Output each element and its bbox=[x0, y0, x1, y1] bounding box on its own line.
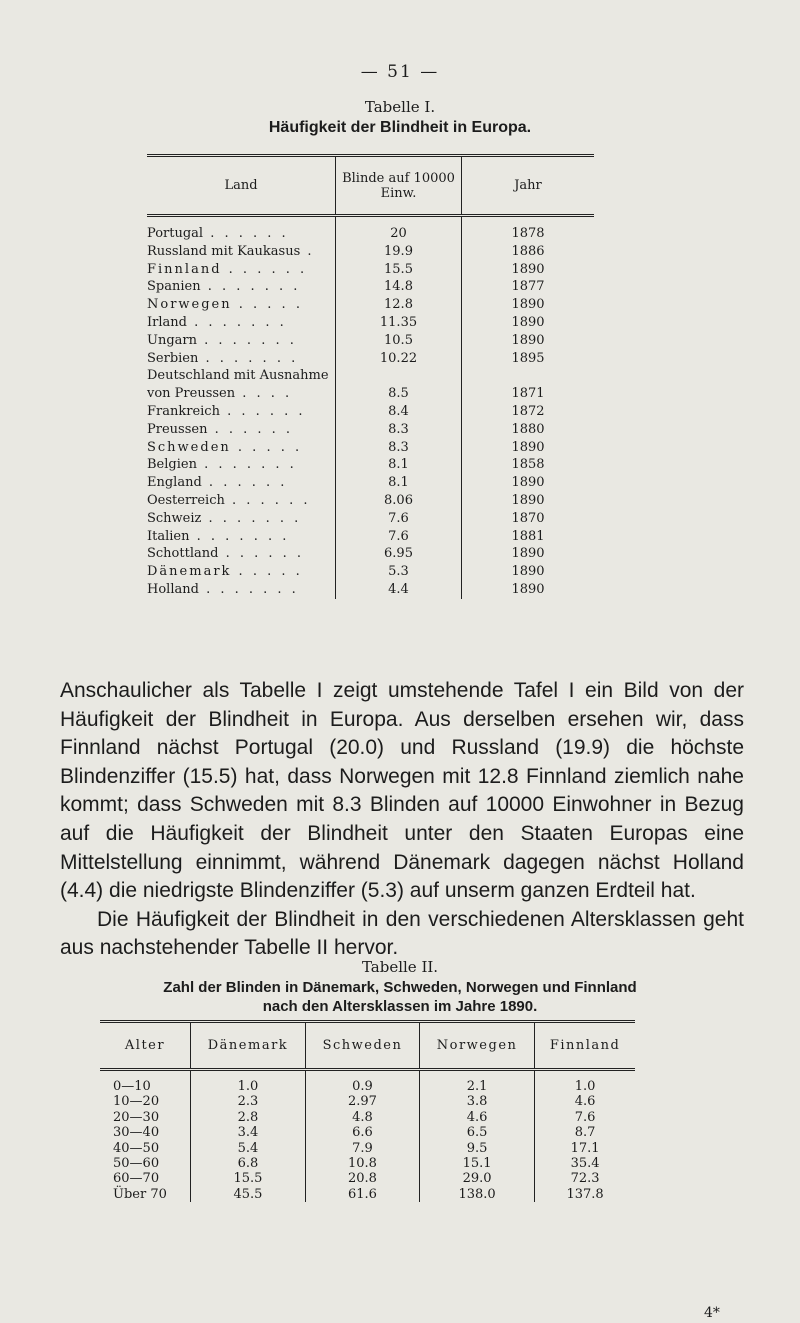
value-cell: 138.0 bbox=[419, 1187, 534, 1202]
country-name: Frankreich bbox=[147, 403, 220, 419]
year-cell: 1890 bbox=[462, 474, 595, 492]
country-cell bbox=[147, 261, 336, 279]
leader-dots: . . . . . . bbox=[224, 492, 311, 508]
table1-row bbox=[147, 545, 594, 563]
page-number: — 51 — bbox=[360, 62, 440, 82]
value-cell: 3.8 bbox=[419, 1094, 534, 1109]
value-cell: 6.8 bbox=[191, 1156, 306, 1171]
country-name: Russland mit Kaukasus bbox=[147, 243, 301, 259]
value-cell: 0.9 bbox=[305, 1070, 419, 1095]
country-name: Schweiz bbox=[147, 510, 202, 526]
value-cell: 17.1 bbox=[535, 1141, 635, 1156]
leader-dots: . . . . . bbox=[231, 297, 303, 313]
year-cell: 1881 bbox=[462, 528, 595, 546]
blind-rate-cell: 7.6 bbox=[336, 528, 462, 546]
leader-dots: . . . . . . bbox=[218, 546, 305, 562]
blind-rate-cell: 6.95 bbox=[336, 545, 462, 563]
table2-row bbox=[100, 1094, 635, 1109]
table1-row bbox=[147, 296, 594, 314]
year-cell: 1890 bbox=[462, 492, 595, 510]
country-name: Deutschland mit Ausnahme bbox=[147, 368, 329, 384]
table1-row bbox=[147, 474, 594, 492]
leader-dots: . . . . bbox=[235, 386, 293, 402]
table1-row bbox=[147, 367, 594, 385]
country-cell bbox=[147, 492, 336, 510]
blind-rate-cell: 20 bbox=[336, 216, 462, 243]
value-cell: 2.97 bbox=[305, 1094, 419, 1109]
header-land: Land bbox=[224, 178, 258, 193]
table1-row bbox=[147, 456, 594, 474]
blind-rate-cell: 8.5 bbox=[336, 385, 462, 403]
value-cell: 1.0 bbox=[191, 1070, 306, 1095]
value-cell: 2.1 bbox=[419, 1070, 534, 1095]
country-cell bbox=[147, 385, 336, 403]
year-cell bbox=[462, 367, 595, 385]
age-cell: 30—40 bbox=[113, 1125, 160, 1141]
table1-row bbox=[147, 243, 594, 261]
leader-dots: . . . . . bbox=[230, 439, 303, 455]
country-cell bbox=[147, 421, 336, 439]
value-cell: 8.7 bbox=[535, 1125, 635, 1140]
blind-rate-cell: 10.22 bbox=[336, 350, 462, 368]
leader-dots: . . . . . . . bbox=[198, 581, 299, 597]
table2-header-cell: Dänemark bbox=[191, 1022, 306, 1070]
country-name: von Preussen bbox=[147, 386, 236, 402]
table1-row bbox=[147, 350, 594, 368]
age-cell: 10—20 bbox=[113, 1094, 160, 1110]
value-cell: 7.9 bbox=[305, 1141, 419, 1156]
country-name: Spanien bbox=[147, 279, 201, 295]
country-name: Schweden bbox=[147, 439, 231, 455]
year-cell: 1890 bbox=[462, 296, 595, 314]
table1-row bbox=[147, 528, 594, 546]
country-name: Preussen bbox=[147, 421, 208, 437]
blind-rate-cell: 14.8 bbox=[336, 278, 462, 296]
leader-dots: . . . . . . . bbox=[189, 528, 290, 544]
leader-dots: . . . . . . bbox=[201, 475, 288, 491]
value-cell: 72.3 bbox=[535, 1171, 635, 1186]
table2-subtitle-line2: nach den Altersklassen im Jahre 1890. bbox=[262, 998, 538, 1015]
table1-row bbox=[147, 278, 594, 296]
leader-dots: . bbox=[300, 243, 315, 259]
table2-row bbox=[100, 1187, 635, 1202]
paragraph: Die Häufigkeit der Blindheit in den verschiedenen Altersklassen geht aus nachstehender Tabelle II hervor. bbox=[60, 907, 744, 960]
table2-row bbox=[100, 1125, 635, 1140]
year-cell: 1870 bbox=[462, 510, 595, 528]
table2-row bbox=[100, 1141, 635, 1156]
table1-row bbox=[147, 492, 594, 510]
value-cell: 7.6 bbox=[535, 1110, 635, 1125]
value-cell: 15.1 bbox=[419, 1156, 534, 1171]
country-name: Irland bbox=[147, 314, 187, 330]
country-cell bbox=[147, 563, 336, 581]
blind-rate-cell bbox=[336, 367, 462, 385]
value-cell: 4.8 bbox=[305, 1110, 419, 1125]
value-cell: 4.6 bbox=[535, 1094, 635, 1109]
leader-dots: . . . . . . bbox=[219, 403, 306, 419]
country-name: Portugal bbox=[147, 226, 204, 241]
blind-rate-cell: 10.5 bbox=[336, 332, 462, 350]
blind-rate-cell: 7.6 bbox=[336, 510, 462, 528]
table1-row bbox=[147, 421, 594, 439]
table1 bbox=[147, 154, 594, 599]
blind-rate-cell: 15.5 bbox=[336, 261, 462, 279]
table1-row bbox=[147, 385, 594, 403]
value-cell: 61.6 bbox=[305, 1187, 419, 1202]
value-cell: 9.5 bbox=[419, 1141, 534, 1156]
country-name: Dänemark bbox=[147, 564, 232, 580]
table1-body bbox=[147, 216, 594, 599]
country-name: Italien bbox=[147, 528, 190, 544]
country-name: England bbox=[147, 475, 202, 491]
blind-rate-cell: 19.9 bbox=[336, 243, 462, 261]
value-cell: 15.5 bbox=[191, 1171, 306, 1186]
value-cell: 10.8 bbox=[305, 1156, 419, 1171]
year-cell: 1890 bbox=[462, 581, 595, 599]
leader-dots: . . . . . . . bbox=[201, 510, 302, 526]
body-text bbox=[60, 677, 744, 963]
leader-dots: . . . . . . . bbox=[197, 332, 297, 348]
table2 bbox=[100, 1020, 635, 1202]
table1-row bbox=[147, 216, 594, 243]
table2-row bbox=[100, 1110, 635, 1125]
year-cell: 1880 bbox=[462, 421, 595, 439]
table1-subtitle: Häufigkeit der Blindheit in Europa. bbox=[268, 119, 532, 136]
country-cell bbox=[147, 403, 336, 421]
blind-rate-cell: 8.3 bbox=[336, 439, 462, 457]
country-cell bbox=[147, 332, 336, 350]
country-name: Finnland bbox=[147, 261, 222, 277]
leader-dots: . . . . . . . bbox=[196, 457, 297, 473]
country-cell bbox=[147, 510, 336, 528]
table1-row bbox=[147, 581, 594, 599]
blind-rate-cell: 8.1 bbox=[336, 456, 462, 474]
table1-title: Tabelle I. bbox=[364, 98, 436, 116]
table1-row bbox=[147, 403, 594, 421]
age-cell: 0—10 bbox=[113, 1079, 151, 1094]
value-cell: 35.4 bbox=[535, 1156, 635, 1171]
age-cell: Über 70 bbox=[113, 1186, 167, 1202]
country-name: Ungarn bbox=[147, 332, 197, 348]
year-cell: 1890 bbox=[462, 563, 595, 581]
country-cell bbox=[147, 474, 336, 492]
country-cell bbox=[147, 296, 336, 314]
year-cell: 1890 bbox=[462, 261, 595, 279]
leader-dots: . . . . . . bbox=[207, 421, 294, 437]
table1-row bbox=[147, 314, 594, 332]
leader-dots: . . . . . bbox=[231, 564, 303, 580]
year-cell: 1890 bbox=[462, 545, 595, 563]
leader-dots: . . . . . . . bbox=[186, 314, 287, 330]
country-name: Schottland bbox=[147, 546, 219, 562]
value-cell: 1.0 bbox=[535, 1070, 635, 1095]
blind-rate-cell: 8.1 bbox=[336, 474, 462, 492]
blind-rate-cell: 8.06 bbox=[336, 492, 462, 510]
value-cell: 137.8 bbox=[535, 1187, 635, 1202]
year-cell: 1890 bbox=[462, 314, 595, 332]
value-cell: 2.3 bbox=[191, 1094, 306, 1109]
year-cell: 1871 bbox=[462, 385, 595, 403]
age-cell: 20—30 bbox=[113, 1109, 160, 1125]
table2-body bbox=[100, 1070, 635, 1203]
year-cell: 1890 bbox=[462, 332, 595, 350]
value-cell: 20.8 bbox=[305, 1171, 419, 1186]
blind-rate-cell: 4.4 bbox=[336, 581, 462, 599]
value-cell: 29.0 bbox=[419, 1171, 534, 1186]
table2-header-row bbox=[100, 1022, 635, 1070]
country-cell bbox=[147, 456, 336, 474]
table1-row bbox=[147, 510, 594, 528]
country-cell bbox=[147, 581, 336, 599]
table2-row bbox=[100, 1171, 635, 1186]
paragraph: Anschaulicher als Tabelle I zeigt umstehende Tafel I ein Bild von der Häufigkeit der Blindheit in Europa. Aus derselben ersehen wir, dass Finnland nächst Portugal (20.0) und Russland (19.9) die höchste Blindenziffer (15.5) hat, dass Norwegen mit 12.8 Finnland ziemlich nahe kommt; dass Schweden mit 8.3 Blinden auf 10000 Einwohner in Bezug auf die Häufigkeit der Blindheit unter den Staaten Europas eine Mittelstellung einnimmt, während Dänemark dagegen nächst Holland (4.4) die niedrigste Blindenziffer (5.3) auf unserm ganzen Erdteil hat. bbox=[60, 679, 744, 903]
value-cell: 2.8 bbox=[191, 1110, 306, 1125]
country-cell bbox=[147, 314, 336, 332]
table1-row bbox=[147, 439, 594, 457]
table1-row bbox=[147, 261, 594, 279]
value-cell: 6.5 bbox=[419, 1125, 534, 1140]
year-cell: 1858 bbox=[462, 456, 595, 474]
blind-rate-cell: 5.3 bbox=[336, 563, 462, 581]
table2-header-cell: Finnland bbox=[535, 1022, 635, 1070]
country-cell bbox=[147, 216, 336, 243]
table2-row bbox=[100, 1070, 635, 1095]
country-cell bbox=[147, 439, 336, 457]
header-jahr: Jahr bbox=[462, 156, 595, 216]
leader-dots: . . . . . . bbox=[221, 261, 308, 277]
table2-subtitle-line1: Zahl der Blinden in Dänemark, Schweden, Norwegen und Finnland bbox=[163, 979, 637, 996]
country-name: Serbien bbox=[147, 350, 199, 366]
leader-dots: . . . . . . . bbox=[200, 279, 301, 295]
country-name: Oesterreich bbox=[147, 492, 225, 508]
value-cell: 4.6 bbox=[419, 1110, 534, 1125]
table2-row bbox=[100, 1156, 635, 1171]
header-blinde: Blinde auf 10000 Einw. bbox=[336, 156, 462, 216]
country-cell bbox=[147, 243, 336, 261]
table1-row bbox=[147, 332, 594, 350]
country-cell bbox=[147, 528, 336, 546]
table1-row bbox=[147, 563, 594, 581]
year-cell: 1886 bbox=[462, 243, 595, 261]
country-name: Holland bbox=[147, 581, 199, 597]
age-cell: 50—60 bbox=[113, 1156, 160, 1172]
age-cell: 40—50 bbox=[113, 1140, 160, 1156]
year-cell: 1878 bbox=[462, 216, 595, 243]
year-cell: 1872 bbox=[462, 403, 595, 421]
country-name: Norwegen bbox=[147, 297, 232, 313]
value-cell: 6.6 bbox=[305, 1125, 419, 1140]
country-cell bbox=[147, 367, 336, 385]
signature-mark: 4* bbox=[704, 1305, 720, 1321]
blind-rate-cell: 8.4 bbox=[336, 403, 462, 421]
blind-rate-cell: 12.8 bbox=[336, 296, 462, 314]
blind-rate-cell: 11.35 bbox=[336, 314, 462, 332]
country-cell bbox=[147, 278, 336, 296]
table2-header-cell: Alter bbox=[124, 1038, 166, 1053]
value-cell: 3.4 bbox=[191, 1125, 306, 1140]
leader-dots: . . . . . . bbox=[203, 226, 289, 241]
year-cell: 1895 bbox=[462, 350, 595, 368]
country-name: Belgien bbox=[147, 457, 197, 473]
value-cell: 45.5 bbox=[191, 1187, 306, 1202]
table2-title: Tabelle II. bbox=[361, 958, 439, 976]
year-cell: 1877 bbox=[462, 278, 595, 296]
blind-rate-cell: 8.3 bbox=[336, 421, 462, 439]
age-cell: 60—70 bbox=[113, 1171, 160, 1187]
year-cell: 1890 bbox=[462, 439, 595, 457]
table2-header-cell: Norwegen bbox=[419, 1022, 534, 1070]
value-cell: 5.4 bbox=[191, 1141, 306, 1156]
country-cell bbox=[147, 545, 336, 563]
country-cell bbox=[147, 350, 336, 368]
table2-header-cell: Schweden bbox=[305, 1022, 419, 1070]
table1-header-row bbox=[147, 156, 594, 216]
leader-dots: . . . . . . . bbox=[198, 350, 299, 366]
